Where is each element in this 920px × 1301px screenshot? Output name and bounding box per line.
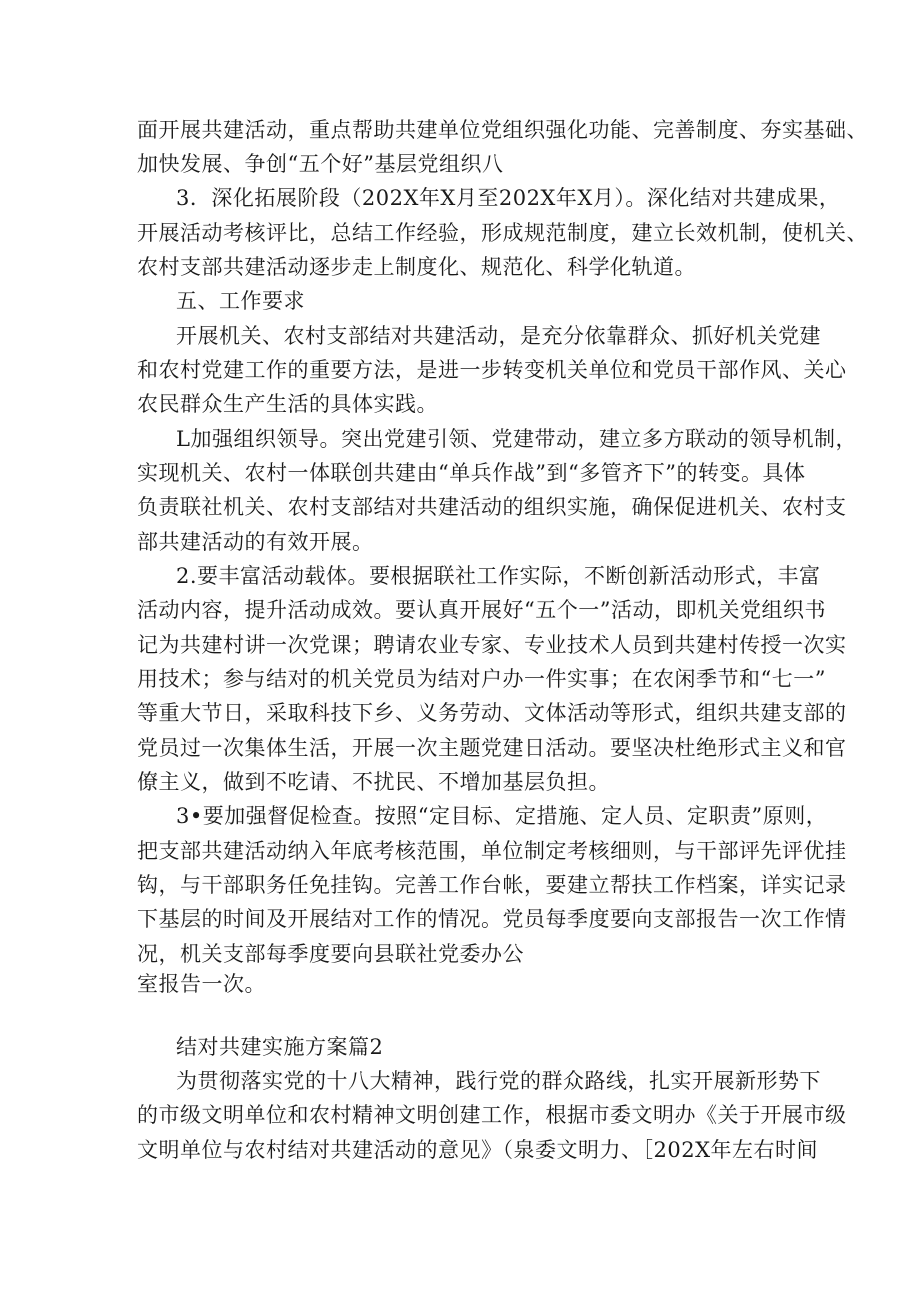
paragraph-line: 的市级文明单位和农村精神文明创建工作，根据市委文明办《关于开展市级	[137, 1103, 847, 1127]
paragraph-line: 2.要丰富活动载体。要根据联社工作实际，不断创新活动形式，丰富	[176, 564, 821, 588]
paragraph-line: 活动内容，提升活动成效。要认真开展好“五个一”活动，即机关党组织书	[137, 598, 826, 622]
paragraph-line: 3•要加强督促检查。按照“定目标、定措施、定人员、定职责”原则，	[176, 804, 828, 828]
paragraph-line: 部共建活动的有效开展。	[137, 530, 374, 554]
paragraph-line: 面开展共建活动，重点帮助共建单位党组织强化功能、完善制度、夯实基础、	[137, 118, 868, 142]
paragraph-line: L加强组织领导。突出党建引领、党建带动，建立多方联动的领导机制，	[176, 427, 857, 451]
paragraph-line: 下基层的时间及开展结对工作的情况。党员每季度要向支部报告一次工作情	[137, 907, 847, 931]
paragraph-line: 农民群众生产生活的具体实践。	[137, 392, 438, 416]
paragraph-line: 和农村党建工作的重要方法，是进一步转变机关单位和党员干部作风、关心	[137, 358, 847, 382]
paragraph-line: 用技术；参与结对的机关党员为结对户办一件实事；在农闲季节和“七一”	[137, 667, 826, 691]
paragraph-line: 把支部共建活动纳入年底考核范围，单位制定考核细则，与干部评先评优挂	[137, 839, 847, 863]
paragraph-line: 文明单位与农村结对共建活动的意见》（泉委文明力、［202X年左右时间	[137, 1138, 819, 1162]
paragraph-line: 加快发展、争创“五个好”基层党组织八	[137, 152, 504, 176]
paragraph-line: 记为共建村讲一次党课；聘请农业专家、专业技术人员到共建村传授一次实	[137, 633, 847, 657]
paragraph-line: 室报告一次。	[137, 972, 266, 996]
paragraph-line: 实现机关、农村一体联创共建由“单兵作战”到“多管齐下”的转变。具体	[137, 461, 806, 485]
paragraph-line: 僚主义，做到不吃请、不扰民、不增加基层负担。	[137, 770, 610, 794]
paragraph-line: 开展活动考核评比，总结工作经验，形成规范制度，建立长效机制，使机关、	[137, 221, 868, 245]
paragraph-line: 况，机关支部每季度要向县联社党委办公	[137, 942, 524, 966]
paragraph-line: 为贯彻落实党的十八大精神，践行党的群众路线，扎实开展新形势下	[176, 1069, 821, 1093]
paragraph-line: 党员过一次集体生活，开展一次主题党建日活动。要坚决杜绝形式主义和官	[137, 736, 847, 760]
paragraph-line: 农村支部共建活动逐步走上制度化、规范化、科学化轨道。	[137, 255, 696, 279]
paragraph-line: 开展机关、农村支部结对共建活动，是充分依靠群众、抓好机关党建	[176, 324, 821, 348]
article-title: 结对共建实施方案篇2	[176, 1035, 384, 1059]
section-heading: 五、工作要求	[176, 289, 305, 313]
paragraph-line: 等重大节日，采取科技下乡、义务劳动、文体活动等形式，组织共建支部的	[137, 701, 847, 725]
paragraph-line: 钩，与干部职务任免挂钩。完善工作台帐，要建立帮扶工作档案，详实记录	[137, 873, 847, 897]
paragraph-line: 负责联社机关、农村支部结对共建活动的组织实施，确保促进机关、农村支	[137, 495, 847, 519]
paragraph-line: 3．深化拓展阶段（202X年X月至202X年X月）。深化结对共建成果，	[176, 186, 841, 210]
